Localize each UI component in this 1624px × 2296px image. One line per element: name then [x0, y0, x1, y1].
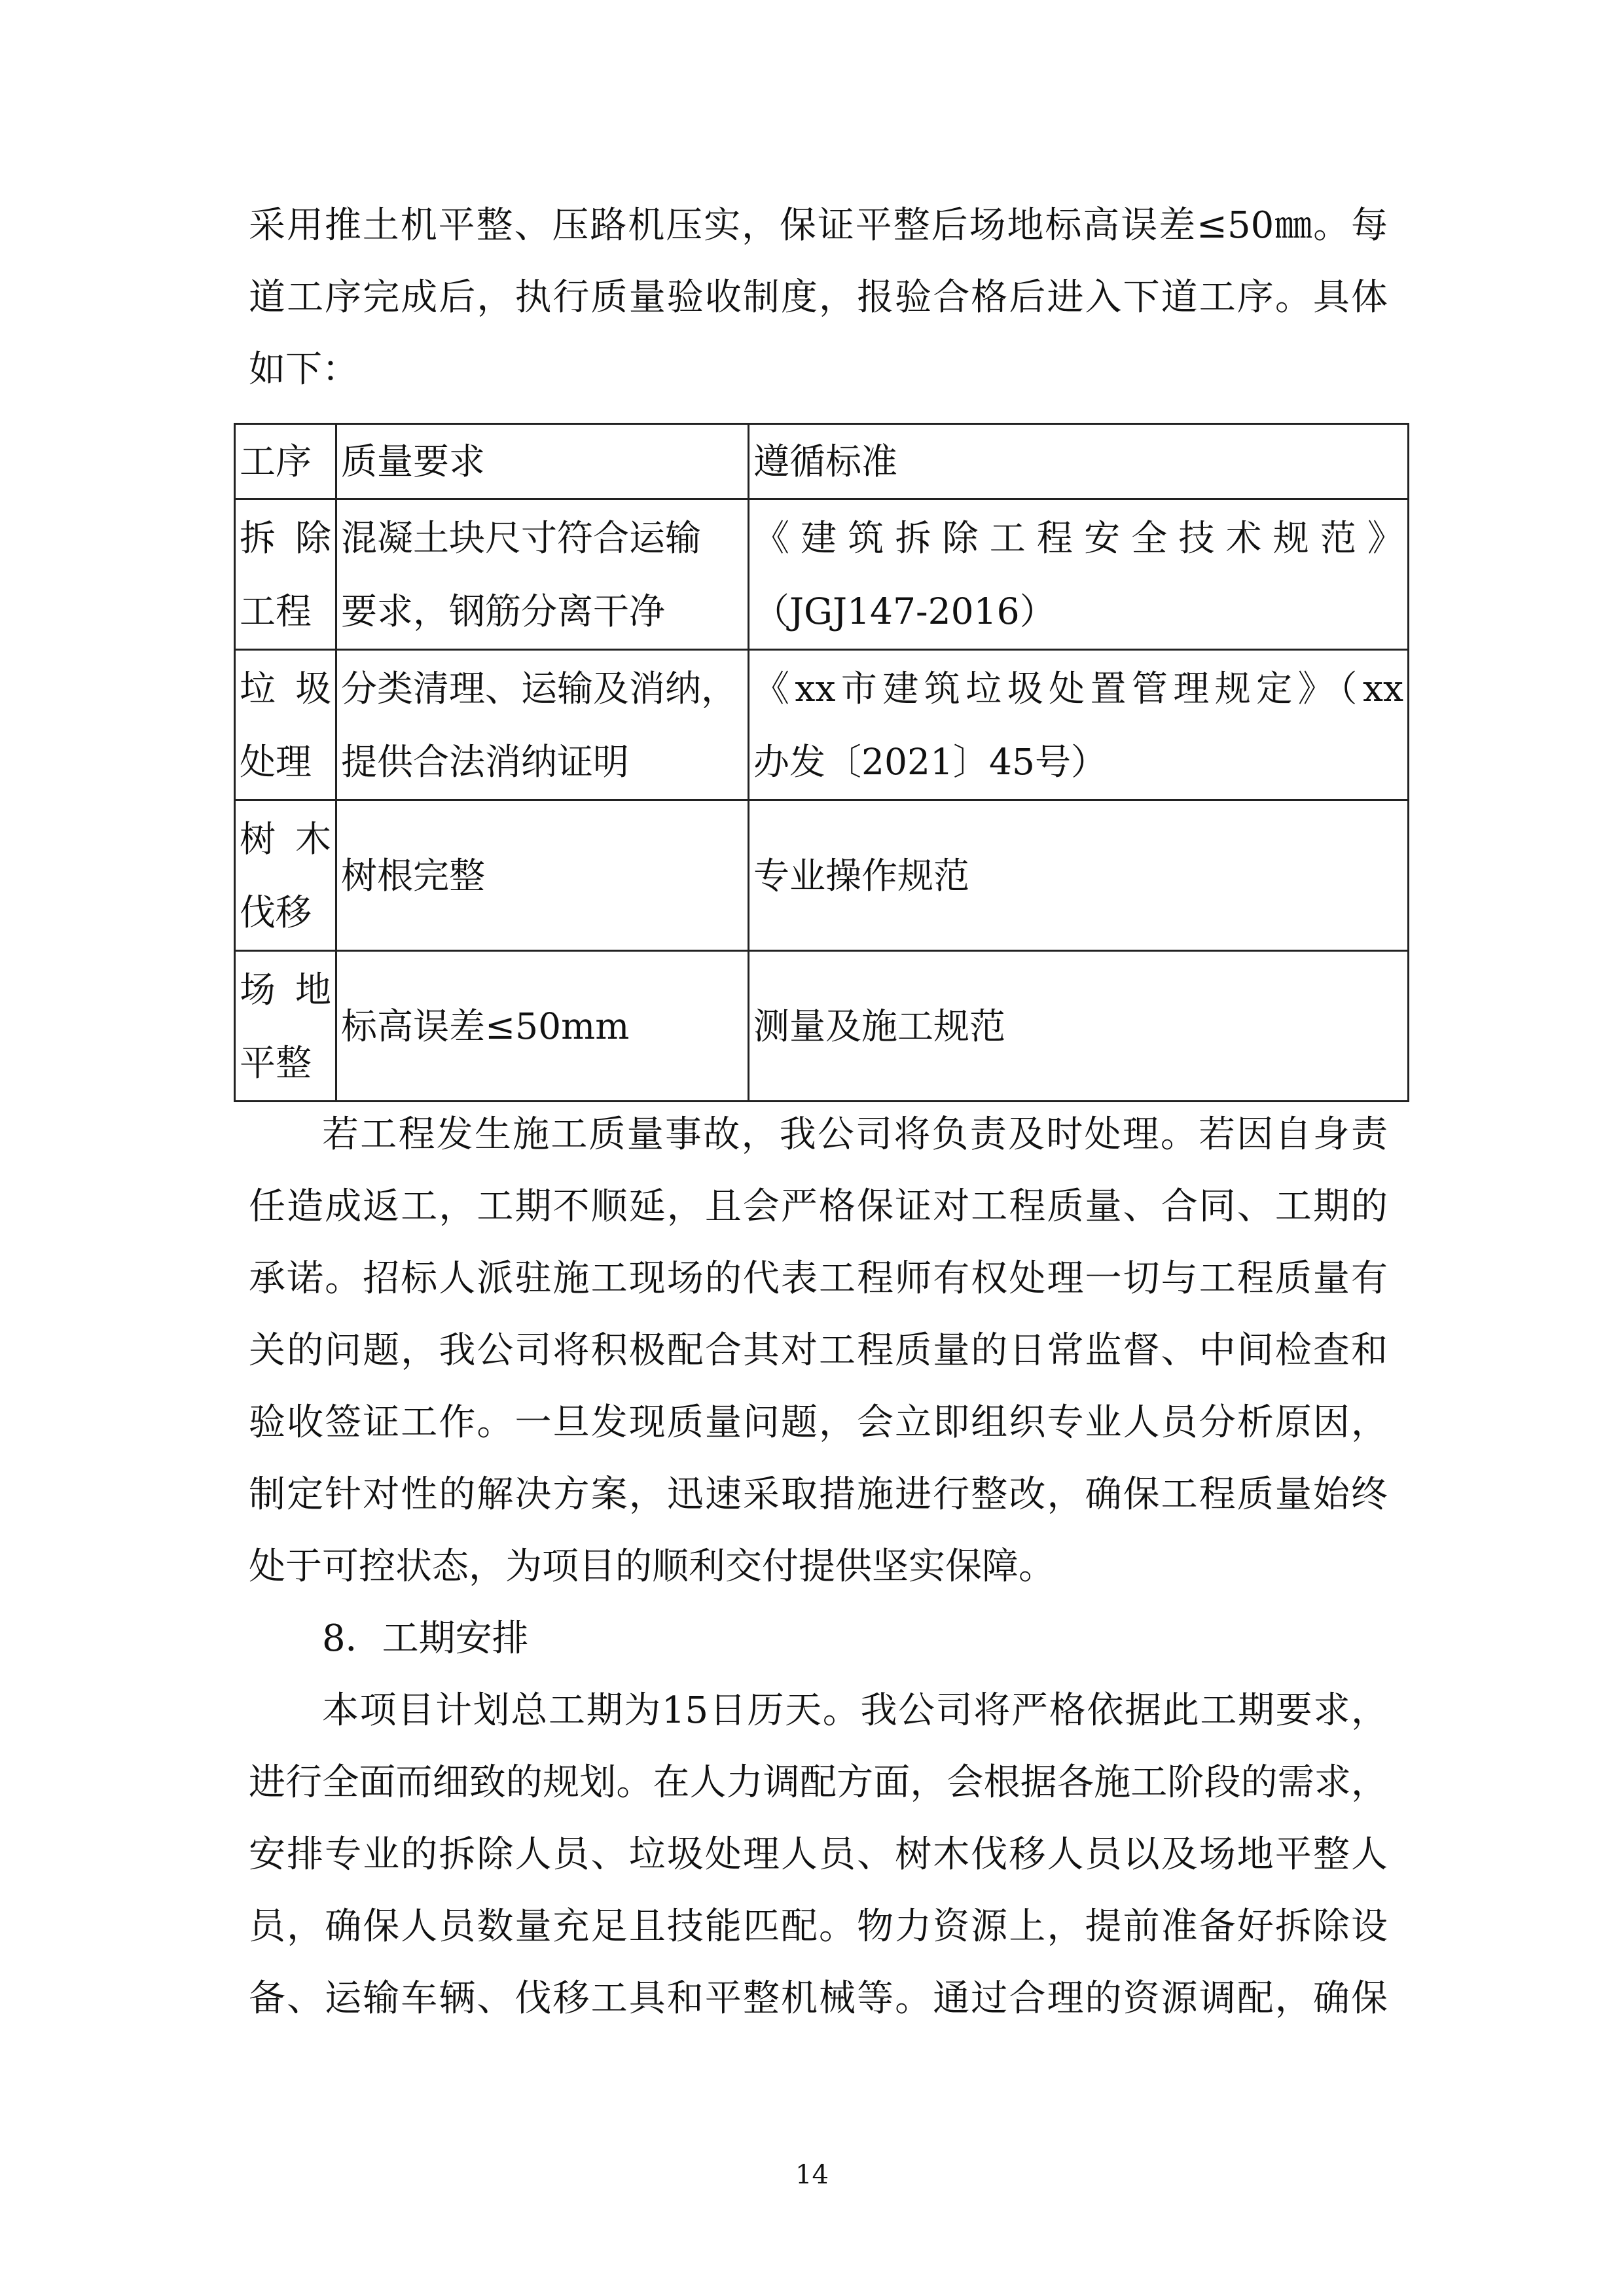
- requirement-cell: [336, 650, 749, 800]
- standard-text: 《建筑拆除工程安全技术规范》: [753, 516, 1403, 559]
- quality-table: [234, 423, 1409, 1102]
- table-header-row: [235, 424, 1409, 499]
- process-text: 垃圾: [240, 667, 331, 709]
- standard-cell: [749, 650, 1409, 800]
- requirement-text: 提供合法消纳证明: [341, 740, 630, 783]
- requirement-text: 分类清理、运输及消纳，: [341, 667, 738, 709]
- quality-paragraph-line: 制定针对性的解决方案，迅速采取措施进行整改，确保工程质量始终: [249, 1473, 1388, 1516]
- requirement-text: 要求，钢筋分离干净: [341, 590, 666, 632]
- schedule-paragraph-line: 备、运输车辆、伐移工具和平整机械等。通过合理的资源调配，确保: [249, 1977, 1388, 2020]
- intro-line: 如下：: [249, 348, 359, 391]
- schedule-paragraph-line: 员，确保人员数量充足且技能匹配。物力资源上，提前准备好拆除设: [249, 1905, 1388, 1948]
- requirement-cell: 标高误差≤50mm: [336, 951, 749, 1102]
- process-text: 场地: [240, 968, 331, 1011]
- process-text: 拆除: [240, 516, 331, 559]
- quality-paragraph-line: 若工程发生施工质量事故，我公司将负责及时处理。若因自身责: [322, 1113, 1388, 1156]
- process-text: 工程: [240, 590, 312, 632]
- quality-paragraph-line: 处于可控状态，为项目的顺利交付提供坚实保障。: [249, 1545, 1055, 1588]
- schedule-paragraph-line: 安排专业的拆除人员、垃圾处理人员、树木伐移人员以及场地平整人: [249, 1833, 1388, 1876]
- header-standard: 遵循标准: [749, 424, 1409, 499]
- standard-cell: 测量及施工规范: [749, 951, 1409, 1102]
- requirement-cell: [336, 499, 749, 650]
- quality-paragraph-line: 承诺。招标人派驻施工现场的代表工程师有权处理一切与工程质量有: [249, 1257, 1388, 1300]
- schedule-paragraph-line: 进行全面而细致的规划。在人力调配方面，会根据各施工阶段的需求，: [249, 1761, 1388, 1804]
- intro-line: 道工序完成后，执行质量验收制度，报验合格后进入下道工序。具体: [249, 276, 1388, 319]
- process-text: 树木: [240, 817, 331, 860]
- table-row: [235, 499, 1409, 650]
- quality-paragraph-line: 任造成返工，工期不顺延，且会严格保证对工程质量、合同、工期的: [249, 1185, 1388, 1228]
- page-number: 14: [795, 2160, 829, 2190]
- process-text: 平整: [240, 1041, 312, 1084]
- requirement-text: 混凝土块尺寸符合运输: [341, 516, 702, 559]
- quality-paragraph-line: 关的问题，我公司将积极配合其对工程质量的日常监督、中间检查和: [249, 1329, 1388, 1372]
- table-row: [235, 951, 1409, 1102]
- process-text: 伐移: [240, 891, 312, 933]
- header-requirement: 质量要求: [336, 424, 749, 499]
- standard-cell: [749, 499, 1409, 650]
- standard-cell: 专业操作规范: [749, 800, 1409, 951]
- section-heading: 8．工期安排: [322, 1617, 529, 1660]
- standard-text: （JGJ147-2016）: [753, 590, 1056, 632]
- quality-paragraph-line: 验收签证工作。一旦发现质量问题，会立即组织专业人员分析原因，: [249, 1401, 1388, 1444]
- intro-line: 采用推土机平整、压路机压实，保证平整后场地标高误差≤50㎜。每: [249, 204, 1388, 247]
- process-text: 处理: [240, 740, 312, 783]
- process-cell: [235, 650, 336, 800]
- requirement-cell: 树根完整: [336, 800, 749, 951]
- process-cell: [235, 499, 336, 650]
- standard-text: 《xx市建筑垃圾处置管理规定》（xx: [753, 667, 1403, 709]
- process-cell: [235, 800, 336, 951]
- standard-text: 办发〔2021〕45号）: [753, 740, 1107, 783]
- schedule-paragraph-line: 本项目计划总工期为15日历天。我公司将严格依据此工期要求，: [322, 1689, 1388, 1732]
- table-row: [235, 650, 1409, 800]
- process-cell: [235, 951, 336, 1102]
- header-process: 工序: [235, 424, 336, 499]
- table-row: [235, 800, 1409, 951]
